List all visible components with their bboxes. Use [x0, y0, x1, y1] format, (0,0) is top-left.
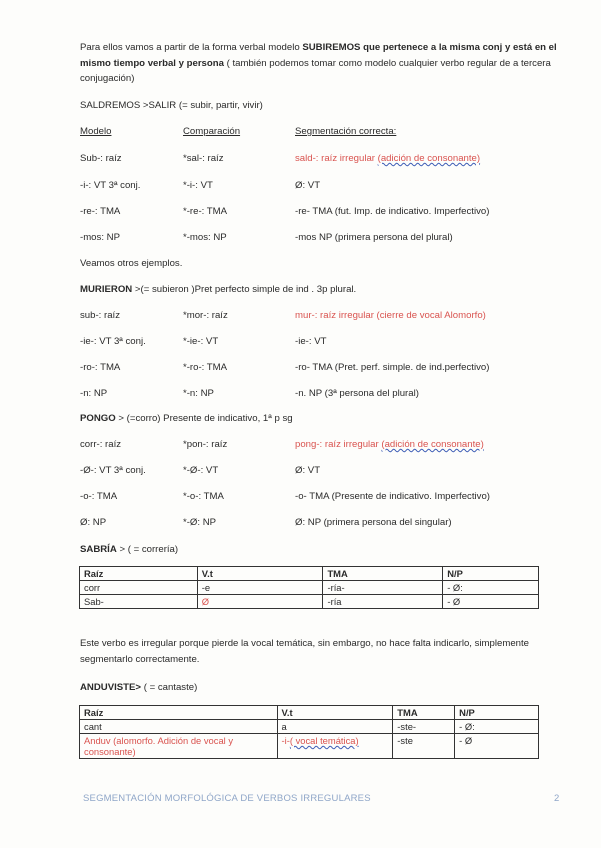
pongo-seg-1: pong-: raíz irregular (adición de consonante) [295, 439, 484, 450]
murieron-seg-3: -ro- TMA (Pret. perf. simple. de ind.perfectivo) [295, 362, 490, 373]
anduviste-title: ANDUVISTE> ( = cantaste) [80, 682, 198, 693]
header-tma: TMA [393, 706, 455, 720]
pongo-comp-3: *-o-: TMA [183, 491, 224, 502]
page-number: 2 [554, 793, 560, 804]
table-header-row [80, 706, 539, 720]
saldremos-comp-3: *-re-: TMA [183, 206, 228, 217]
pongo-modelo-4: Ø: NP [80, 517, 107, 528]
saldremos-title: SALDREMOS >SALIR (= subir, partir, vivir) [80, 100, 263, 111]
murieron-modelo-4: -n: NP [80, 388, 108, 399]
saldremos-modelo-4: -mos: NP [80, 232, 120, 243]
murieron-modelo-3: -ro-: TMA [80, 362, 121, 373]
saldremos-seg-2: Ø: VT [295, 180, 321, 191]
intro-paragraph: Para ellos vamos a partir de la forma verbal modelo SUBIREMOS que pertenece a la misma conj y está en el mismo tiempo verbal y persona ( también podemos tomar como modelo cualquier verbo regular de a tercera conjugación) [80, 42, 557, 84]
saldremos-comp-1: *sal-: raíz [183, 153, 224, 164]
anduviste-table [79, 705, 539, 759]
header-vt: V.t [277, 706, 393, 720]
saldremos-seg-1: sald-: raíz irregular (adición de consonante) [295, 153, 481, 164]
saldremos-comp-2: *-i-: VT [183, 180, 213, 191]
murieron-comp-2: *-ie-: VT [183, 336, 219, 347]
murieron-seg-2: -ie-: VT [295, 336, 327, 347]
veamos-text: Veamos otros ejemplos. [80, 258, 183, 269]
pongo-seg-2: Ø: VT [295, 465, 321, 476]
murieron-modelo-1: sub-: raíz [80, 310, 120, 321]
header-tma: TMA [323, 567, 443, 581]
header-np: N/P [455, 706, 539, 720]
col-header-comparacion: Comparación [183, 126, 241, 137]
col-header-modelo: Modelo [80, 126, 112, 137]
murieron-title: MURIERON >(= subieron )Pret perfecto simple de ind . 3p plural. [80, 284, 357, 295]
saldremos-modelo-3: -re-: TMA [80, 206, 121, 217]
pongo-seg-4: Ø: NP (primera persona del singular) [295, 517, 452, 528]
table-row: cant a -ste- - Ø: [80, 720, 539, 734]
irregular-note: Este verbo es irregular porque pierde la vocal temática, sin embargo, no hace falta indicarlo, simplemente segmentarlo correctamente. [80, 638, 530, 665]
saldremos-modelo-1: Sub-: raíz [80, 153, 122, 164]
table-row: corr -e -ría- - Ø: [80, 581, 539, 595]
saldremos-comp-4: *-mos: NP [183, 232, 227, 243]
pongo-modelo-1: corr-: raíz [80, 439, 122, 450]
page-footer: SEGMENTACIÓN MORFOLÓGICA DE VERBOS IRREGULARES [83, 793, 371, 804]
sabria-table [79, 566, 539, 609]
saldremos-seg-3: -re- TMA (fut. Imp. de indicativo. Imperfectivo) [295, 206, 490, 217]
pongo-comp-4: *-Ø: NP [183, 517, 217, 528]
pongo-seg-3: -o- TMA (Presente de indicativo. Imperfectivo) [295, 491, 490, 502]
murieron-comp-4: *-n: NP [183, 388, 214, 399]
header-raiz: Raíz [80, 567, 198, 581]
pongo-title: PONGO > (=corro) Presente de indicativo, 1ª p sg [80, 413, 293, 424]
murieron-seg-4: -n. NP (3ª persona del plural) [295, 388, 419, 399]
saldremos-seg-4: -mos NP (primera persona del plural) [295, 232, 453, 243]
header-raiz: Raíz [80, 706, 278, 720]
table-row: Anduv (alomorfo. Adición de vocal y consonante) -i-( vocal temática) -ste - Ø [80, 734, 539, 759]
header-np: N/P [443, 567, 539, 581]
saldremos-modelo-2: -i-: VT 3ª conj. [80, 180, 141, 191]
murieron-seg-1: mur-: raíz irregular (cierre de vocal Alomorfo) [295, 310, 486, 321]
header-vt: V.t [197, 567, 323, 581]
pongo-comp-2: *-Ø-: VT [183, 465, 219, 476]
pongo-modelo-2: -Ø-: VT 3ª conj. [80, 465, 146, 476]
sabria-title: SABRÍA > ( = correría) [80, 544, 179, 555]
pongo-comp-1: *pon-: raíz [183, 439, 228, 450]
murieron-comp-3: *-ro-: TMA [183, 362, 228, 373]
murieron-comp-1: *mor-: raíz [183, 310, 228, 321]
murieron-modelo-2: -ie-: VT 3ª conj. [80, 336, 146, 347]
table-header-row [80, 567, 539, 581]
pongo-modelo-3: -o-: TMA [80, 491, 118, 502]
col-header-segmentacion: Segmentación correcta: [295, 126, 397, 137]
table-row: Sab- Ø -ría - Ø [80, 595, 539, 609]
intro-bold: SUBIREMOS que pertenece a la misma conj y está en el mismo tiempo verbal y persona [80, 42, 557, 69]
